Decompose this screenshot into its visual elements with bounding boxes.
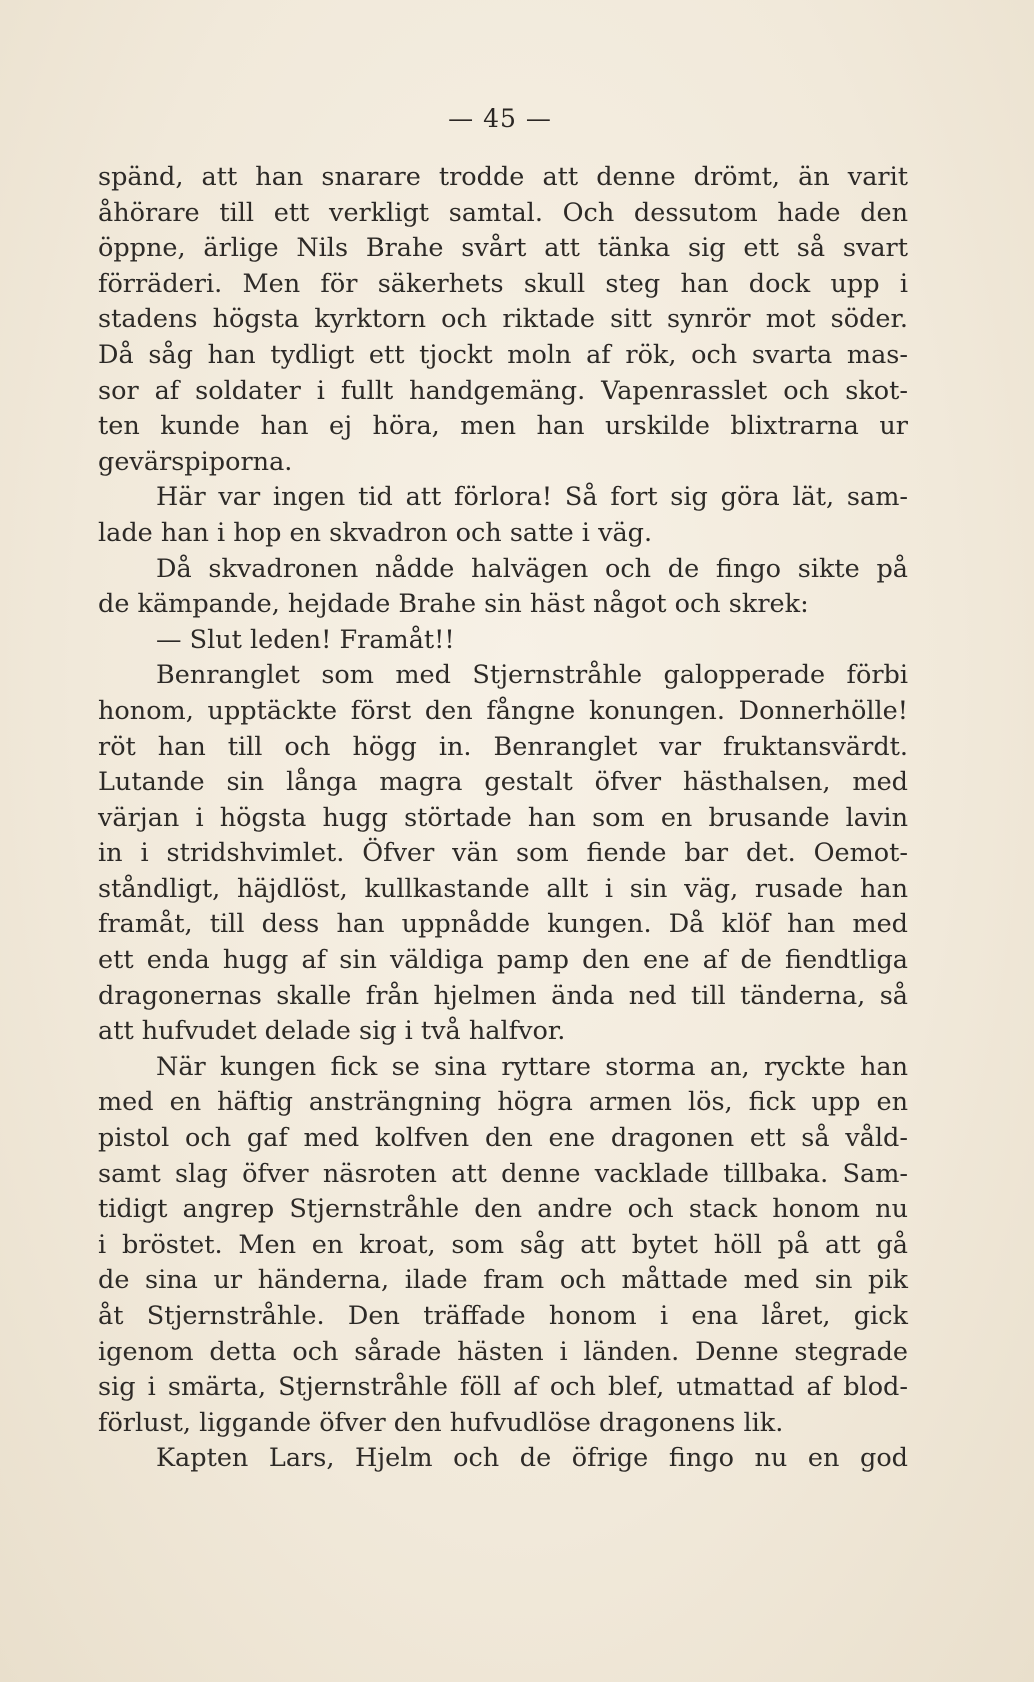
text-line: Lutande sin långa magra gestalt öfver hästhalsen, med <box>98 767 908 798</box>
text-line: öppne, ärlige Nils Brahe svårt att tänka sig ett så svart <box>98 233 908 264</box>
text-line: röt han till och högg in. Benranglet var fruktansvärdt. <box>98 731 908 762</box>
text-line: lade han i hop en skvadron och satte i väg. <box>98 517 653 548</box>
text-line: tidigt angrep Stjernstråhle den andre och stack honom nu <box>98 1194 908 1225</box>
text-line: förlust, liggande öfver den hufvudlöse dragonens lik. <box>98 1407 784 1438</box>
text-line: de kämpande, hejdade Brahe sin häst något och skrek: <box>98 589 809 620</box>
text-line: sig i smärta, Stjernstråhle föll af och blef, utmattad af blod- <box>98 1372 908 1403</box>
page-number: — 45 — <box>448 104 552 133</box>
text-line: ten kunde han ej höra, men han urskilde blixtrarna ur <box>98 411 908 442</box>
text-line: framåt, till dess han uppnådde kungen. Då klöf han med <box>98 909 908 940</box>
text-line: stadens högsta kyrktorn och riktade sitt synrör mot söder. <box>98 304 908 335</box>
text-line: in i stridshvimlet. Öfver vän som fiende bar det. Oemot- <box>98 838 908 869</box>
text-line: honom, upptäckte först den fångne konungen. Donnerhölle! <box>98 695 908 726</box>
text-line: Benranglet som med Stjernstråhle galopperade förbi <box>156 660 908 691</box>
text-line: pistol och gaf med kolfven den ene dragonen ett så våld- <box>98 1123 908 1154</box>
text-line: gevärspiporna. <box>98 446 293 477</box>
text-line: Då såg han tydligt ett tjockt moln af rök, och svarta mas- <box>98 339 908 370</box>
text-line: i bröstet. Men en kroat, som såg att bytet höll på att gå <box>98 1229 908 1260</box>
text-line: sor af soldater i fullt handgemäng. Vapenrasslet och skot- <box>98 375 908 406</box>
text-line: åhörare till ett verkligt samtal. Och dessutom hade den <box>98 197 908 228</box>
text-line: Här var ingen tid att förlora! Så fort sig göra lät, sam- <box>156 482 908 513</box>
text-line: förräderi. Men för säkerhets skull steg han dock upp i <box>98 268 908 299</box>
body-text <box>98 160 908 1477</box>
text-line: samt slag öfver näsroten att denne vacklade tillbaka. Sam- <box>98 1158 908 1189</box>
text-line: igenom detta och sårade hästen i länden. Denne stegrade <box>98 1336 908 1367</box>
text-line: — Slut leden! Framåt!! <box>156 624 455 655</box>
text-line: När kungen fick se sina ryttare storma an, ryckte han <box>156 1051 908 1082</box>
text-line: med en häftig ansträngning högra armen lös, fick upp en <box>98 1087 908 1118</box>
text-line: ett enda hugg af sin väldiga pamp den ene af de fiendtliga <box>98 945 908 976</box>
text-line: de sina ur händerna, ilade fram och måttade med sin pik <box>98 1265 908 1296</box>
text-line: Då skvadronen nådde halvägen och de fingo sikte på <box>156 553 908 584</box>
text-line: spänd, att han snarare trodde att denne drömt, än varit <box>98 162 908 192</box>
text-line: ståndligt, häjdlöst, kullkastande allt i sin väg, rusade han <box>98 873 908 904</box>
text-line: åt Stjernstråhle. Den träffade honom i ena låret, gick <box>98 1301 908 1331</box>
text-line: värjan i högsta hugg störtade han som en brusande lavin <box>98 802 908 833</box>
text-line: dragonernas skalle från hjelmen ända ned till tänderna, så <box>98 980 908 1011</box>
text-line: att hufvudet delade sig i två halfvor. <box>98 1016 566 1047</box>
text-line: Kapten Lars, Hjelm och de öfrige fingo nu en god <box>156 1443 908 1474</box>
